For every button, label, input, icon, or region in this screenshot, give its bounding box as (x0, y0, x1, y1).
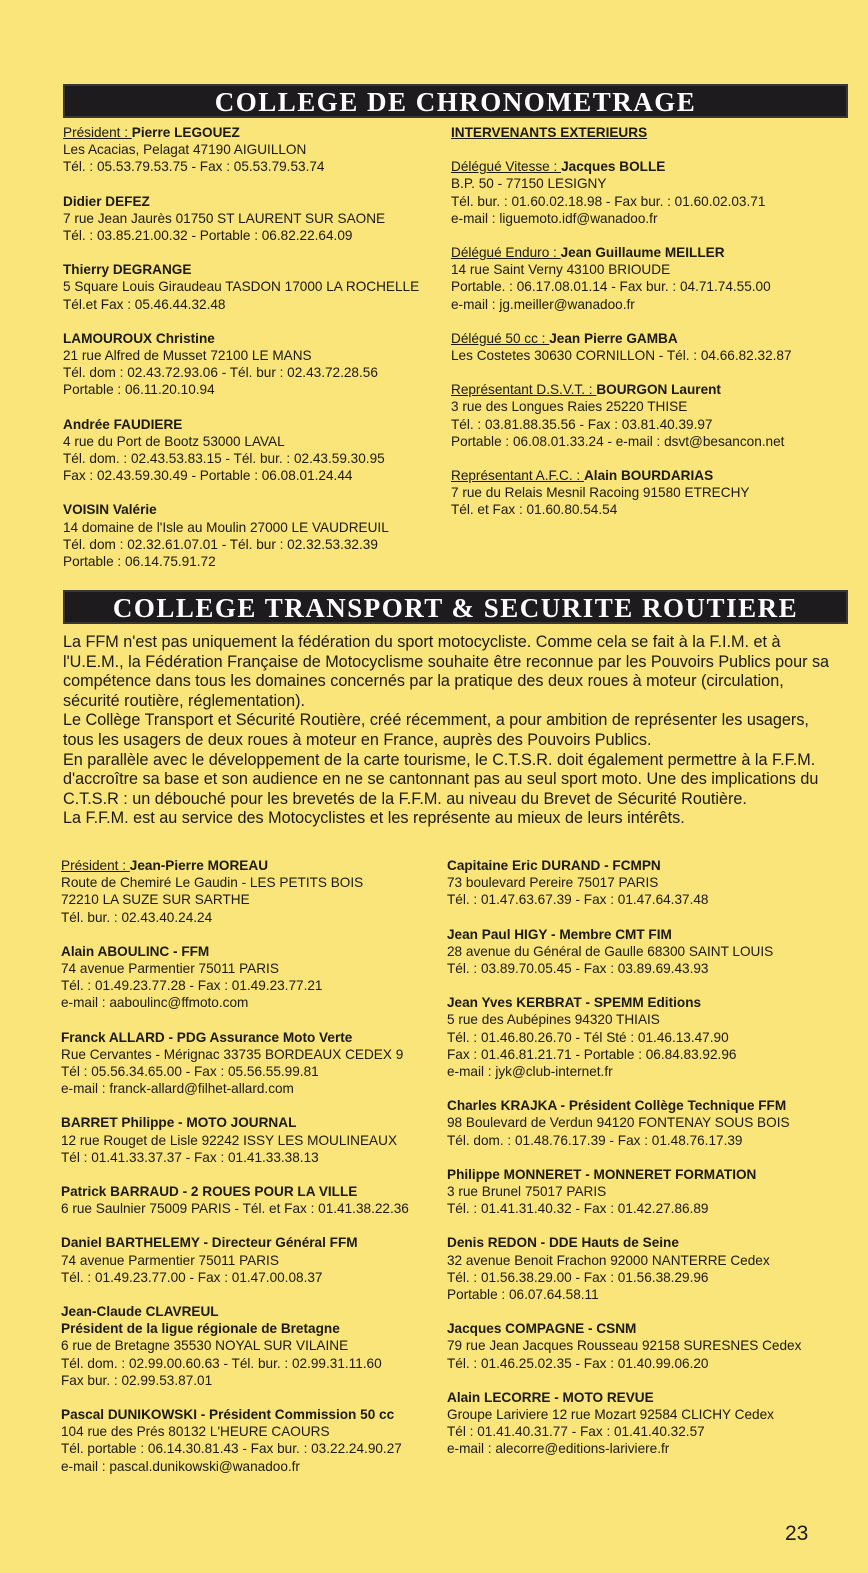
contact-detail-line: 28 avenue du Général de Gaulle 68300 SAINT LOUIS (447, 943, 774, 959)
contact-name: Alain BOURDARIAS (583, 468, 714, 484)
intro-line: C.T.S.R : un débouché pour les brevetés de la F.F.M. au niveau du Brevet de Sécurité Routière. (63, 789, 747, 808)
contact-detail-line: 79 rue Jean Jacques Rousseau 92158 SURESNES Cedex (447, 1338, 802, 1354)
section-banner-transport-securite: COLLEGE TRANSPORT & SECURITE ROUTIERE (63, 590, 848, 624)
contact-detail-line: Fax : 02.43.59.30.49 - Portable : 06.08.01.24.44 (63, 468, 353, 484)
contact-name: VOISIN Valérie (63, 502, 157, 518)
contact-role-label: Président : (63, 125, 132, 140)
contact-detail-line: Portable : 06.11.20.10.94 (63, 382, 215, 398)
contact-detail-line: Portable : 06.14.75.91.72 (63, 554, 216, 570)
intro-line: La FFM n'est pas uniquement la fédération du sport motocycliste. Comme cela se fait à la F.I.M. et à (63, 633, 781, 651)
intro-line: En parallèle avec le développement de la carte tourisme, le C.T.S.R. doit également permettre à la F.F.M. (63, 750, 816, 769)
contact-name: LAMOUROUX Christine (63, 330, 215, 346)
intro-line: tous les usagers de deux roues à moteur en France, auprès des Pouvoirs Publics. (63, 730, 652, 749)
contact-entry (61, 943, 446, 1012)
contact-entry (63, 124, 443, 176)
contact-detail-line: Fax : 01.46.81.21.71 - Portable : 06.84.83.92.96 (447, 1046, 737, 1062)
contact-name: Jean Pierre GAMBA (549, 330, 678, 346)
contact-detail-line: Tél. dom : 02.32.61.07.01 - Tél. bur : 02.32.53.32.39 (63, 536, 378, 552)
intro-line: d'accroître sa base et son audience en ne se cantonnant pas au seul sport moto. Une des implications du (63, 770, 819, 789)
contact-detail-line: e-mail : aaboulinc@ffmoto.com (61, 995, 249, 1011)
contact-detail-line: 74 avenue Parmentier 75011 PARIS (61, 1252, 279, 1268)
contact-entry (63, 416, 443, 485)
contact-name: Pascal DUNIKOWSKI - Président Commission 50 cc (61, 1407, 395, 1423)
contact-heading (63, 193, 443, 210)
contact-detail-line: Les Acacias, Pelagat 47190 AIGUILLON (63, 142, 307, 158)
contact-entry (61, 857, 446, 926)
contact-detail-line: 21 rue Alfred de Musset 72100 LE MANS (63, 348, 312, 364)
contact-detail-line: Tél. dom. : 02.99.00.60.63 - Tél. bur. : 02.99.31.11.60 (61, 1355, 382, 1371)
contact-detail-line: 3 rue Brunel 75017 PARIS (447, 1184, 607, 1200)
contact-detail-line: 7 rue Jean Jaurès 01750 ST LAURENT SUR SAONE (63, 210, 386, 226)
contact-detail-line: Tél. bur. : 02.43.40.24.24 (61, 909, 213, 925)
contact-detail-line: 3 rue des Longues Raies 25220 THISE (451, 399, 688, 415)
contact-entry (447, 994, 847, 1080)
contact-heading (447, 1097, 847, 1114)
contact-heading (63, 330, 443, 347)
contact-heading (61, 1029, 446, 1046)
contact-name: Patrick BARRAUD - 2 ROUES POUR LA VILLE (61, 1184, 358, 1200)
contact-detail-line: 14 domaine de l'Isle au Moulin 27000 LE VAUDREUIL (63, 519, 389, 535)
chronometrage-members-column (63, 124, 443, 587)
contact-detail-line: Tél. dom : 02.43.72.93.06 - Tél. bur : 02.43.72.28.56 (63, 365, 378, 381)
contact-heading (63, 501, 443, 518)
contact-entry (61, 1234, 446, 1286)
contact-role-label: Président : (61, 858, 130, 873)
contact-name: Thierry DEGRANGE (63, 262, 192, 278)
contact-detail-line: Fax bur. : 02.99.53.87.01 (61, 1372, 213, 1388)
contact-heading (61, 1303, 446, 1320)
contact-name: Didier DEFEZ (63, 193, 150, 209)
contact-heading (447, 1166, 847, 1183)
contact-detail-line: Tél. dom. : 02.43.53.83.15 - Tél. bur. : 02.43.59.30.95 (63, 451, 385, 467)
contact-detail-line: e-mail : liguemoto.idf@wanadoo.fr (451, 210, 658, 226)
contact-detail-line: Tél. : 01.49.23.77.28 - Fax : 01.49.23.77.21 (61, 978, 323, 994)
contact-name: Daniel BARTHELEMY - Directeur Général FFM (61, 1235, 358, 1251)
contact-entry (61, 1303, 446, 1389)
contact-heading (451, 381, 846, 398)
contact-name: Capitaine Eric DURAND - FCMPN (447, 858, 661, 873)
contact-detail-line: Les Costetes 30630 CORNILLON - Tél. : 04.66.82.32.87 (451, 348, 792, 364)
contact-detail-line: 73 boulevard Pereire 75017 PARIS (447, 875, 659, 891)
contact-detail-line: e-mail : jyk@club-internet.fr (447, 1064, 613, 1080)
contact-detail-line: 12 rue Rouget de Lisle 92242 ISSY LES MOULINEAUX (61, 1132, 398, 1148)
contact-name: Jean-Pierre MOREAU (129, 858, 269, 873)
contact-detail-line: Tél. : 03.81.88.35.56 - Fax : 03.81.40.39.97 (451, 416, 713, 432)
contact-detail-line: Tél. : 01.41.31.40.32 - Fax : 01.42.27.86.89 (447, 1201, 709, 1217)
contact-detail-line: e-mail : jg.meiller@wanadoo.fr (451, 296, 635, 312)
contact-entry (63, 330, 443, 399)
section-banner-chronometrage: COLLEGE DE CHRONOMETRAGE (63, 84, 848, 118)
contact-role-label: Représentant A.F.C. : (451, 468, 584, 484)
contact-name: Denis REDON - DDE Hauts de Seine (447, 1235, 679, 1251)
contact-detail-line: 6 rue de Bretagne 35530 NOYAL SUR VILAINE (61, 1338, 349, 1354)
contact-name: Jean Paul HIGY - Membre CMT FIM (447, 926, 672, 942)
contact-detail-line: Portable. : 06.17.08.01.14 - Fax bur. : 04.71.74.55.00 (451, 279, 771, 295)
contact-heading (61, 857, 446, 874)
contact-entry (447, 926, 847, 978)
contact-name: Pierre LEGOUEZ (131, 125, 240, 140)
contact-heading (451, 330, 846, 347)
contact-entry (61, 1114, 446, 1166)
contact-detail-line: Tél : 05.56.34.65.00 - Fax : 05.56.55.99.81 (61, 1064, 319, 1080)
contact-heading (447, 926, 847, 943)
contact-heading (447, 994, 847, 1011)
contact-detail-line: 98 Boulevard de Verdun 94120 FONTENAY SOUS BOIS (447, 1115, 790, 1131)
contact-detail-line: e-mail : alecorre@editions-lariviere.fr (447, 1441, 670, 1457)
contact-entry (61, 1183, 446, 1217)
contact-entry (63, 261, 443, 313)
contact-name: BARRET Philippe - MOTO JOURNAL (61, 1115, 297, 1131)
contact-name: Jean Guillaume MEILLER (560, 245, 725, 261)
contact-entry (61, 1406, 446, 1475)
contact-detail-line: Tél : 01.41.40.31.77 - Fax : 01.41.40.32.57 (447, 1424, 705, 1440)
contact-detail-line: Route de Chemiré Le Gaudin - LES PETITS BOIS (61, 875, 364, 891)
contact-name: BOURGON Laurent (596, 382, 721, 398)
contact-entry (447, 1166, 847, 1218)
contact-role-label: Représentant D.S.V.T. : (451, 382, 597, 398)
contact-detail-line: Tél. et Fax : 01.60.80.54.54 (451, 502, 618, 518)
contact-detail-line: 6 rue Saulnier 75009 PARIS - Tél. et Fax : 01.41.38.22.36 (61, 1201, 409, 1217)
transport-members-right-column (447, 857, 847, 1475)
contact-name: Charles KRAJKA - Président Collège Technique FFM (447, 1098, 787, 1114)
contact-detail-line: Tél. : 03.89.70.05.45 - Fax : 03.89.69.43.93 (447, 961, 709, 977)
contact-heading (447, 1234, 847, 1251)
contact-entry (451, 467, 846, 519)
contact-name: Jacques COMPAGNE - CSNM (447, 1321, 637, 1337)
contact-heading (451, 244, 846, 261)
contact-entry (447, 857, 847, 909)
transport-members-left-column (61, 857, 446, 1492)
contact-detail-line: Tél. : 05.53.79.53.75 - Fax : 05.53.79.53.74 (63, 159, 325, 175)
contact-heading (447, 857, 847, 874)
contact-detail-line: Tél.et Fax : 05.46.44.32.48 (63, 296, 226, 312)
contact-detail-line: 4 rue du Port de Bootz 53000 LAVAL (63, 433, 285, 449)
contact-detail-line: 74 avenue Parmentier 75011 PARIS (61, 961, 279, 977)
contact-entry (451, 244, 846, 313)
contact-name: Philippe MONNERET - MONNERET FORMATION (447, 1166, 757, 1182)
contact-detail-line: 104 rue des Prés 80132 L'HEURE CAOURS (61, 1424, 330, 1440)
external-contributors-heading: INTERVENANTS EXTERIEURS (451, 125, 648, 140)
contact-detail-line: Tél. : 01.56.38.29.00 - Fax : 01.56.38.29.96 (447, 1269, 709, 1285)
contact-name: Alain ABOULINC - FFM (61, 943, 210, 959)
contact-detail-line: B.P. 50 - 77150 LESIGNY (451, 176, 607, 192)
contact-detail-line: Tél. bur. : 01.60.02.18.98 - Fax bur. : 01.60.02.03.71 (451, 193, 766, 209)
contact-entry (63, 193, 443, 245)
contact-heading (451, 467, 846, 484)
contact-detail-line: e-mail : pascal.dunikowski@wanadoo.fr (61, 1458, 300, 1474)
contact-heading (61, 1234, 446, 1251)
contact-detail-line: Portable : 06.07.64.58.11 (447, 1287, 599, 1303)
contact-heading (447, 1389, 847, 1406)
contact-role-label: Délégué Enduro : (451, 245, 561, 261)
contact-detail-line: 5 Square Louis Giraudeau TASDON 17000 LA ROCHELLE (63, 279, 420, 295)
intro-line: compétence dans tous les domaines concernés par la pratique des deux roues à moteur (circulation, (63, 672, 784, 691)
contact-heading (61, 1183, 446, 1200)
contact-detail-line: Tél. : 01.46.80.26.70 - Tél Sté : 01.46.13.47.90 (447, 1029, 729, 1045)
contact-name: Andrée FAUDIERE (63, 416, 183, 432)
contact-title: Président de la ligue régionale de Bretagne (61, 1321, 340, 1337)
contact-detail-line: 5 rue des Aubépines 94320 THIAIS (447, 1012, 660, 1028)
contact-entry (447, 1234, 847, 1303)
intro-line: La F.F.M. est au service des Motocyclistes et les représente au mieux de leurs intérêts. (63, 809, 685, 828)
contact-detail-line: 72210 LA SUZE SUR SARTHE (61, 892, 250, 908)
contact-entry (451, 158, 846, 227)
contact-heading (61, 1406, 446, 1423)
contact-heading (61, 1114, 446, 1131)
contact-detail-line: Tél : 01.41.33.37.37 - Fax : 01.41.33.38.13 (61, 1149, 319, 1165)
contact-detail-line: Groupe Lariviere 12 rue Mozart 92584 CLICHY Cedex (447, 1407, 774, 1423)
intro-line: l'U.E.M., la Fédération Française de Motocyclisme souhaite être reconnue par les Pouvoirs Publics pour sa (63, 652, 830, 671)
contact-heading (63, 124, 443, 141)
contact-detail-line: Tél. dom. : 01.48.76.17.39 - Fax : 01.48.76.17.39 (447, 1132, 743, 1148)
contact-name: Jacques BOLLE (561, 159, 666, 175)
contact-role-label: Délégué Vitesse : (451, 159, 562, 175)
contact-entry (451, 330, 846, 364)
transport-intro-paragraph (63, 633, 853, 829)
contact-entry (61, 1029, 446, 1098)
contact-detail-line: e-mail : franck-allard@filhet-allard.com (61, 1081, 294, 1097)
contact-heading (63, 261, 443, 278)
contact-heading (61, 943, 446, 960)
contact-entry (451, 381, 846, 450)
contact-heading (447, 1320, 847, 1337)
contact-name: Franck ALLARD - PDG Assurance Moto Verte (61, 1029, 353, 1045)
contact-name: Jean-Claude CLAVREUL (61, 1304, 219, 1320)
contact-detail-line: Tél. portable : 06.14.30.81.43 - Fax bur. : 03.22.24.90.27 (61, 1441, 402, 1457)
intro-line: Le Collège Transport et Sécurité Routière, créé récemment, a pour ambition de représenter les usagers, (63, 711, 809, 730)
contact-detail-line: Tél. : 01.49.23.77.00 - Fax : 01.47.00.08.37 (61, 1269, 323, 1285)
contact-entry (447, 1320, 847, 1372)
contact-detail-line: Portable : 06.08.01.33.24 - e-mail : dsvt@besancon.net (451, 433, 785, 449)
contact-heading (63, 416, 443, 433)
contact-entry (447, 1389, 847, 1458)
contact-role-label: Délégué 50 cc : (451, 330, 550, 346)
contact-detail-line: Tél. : 01.46.25.02.35 - Fax : 01.40.99.06.20 (447, 1355, 709, 1371)
contact-detail-line: 7 rue du Relais Mesnil Racoing 91580 ETRECHY (451, 485, 750, 501)
contact-entry (447, 1097, 847, 1149)
contact-name: Jean Yves KERBRAT - SPEMM Editions (447, 995, 702, 1011)
contact-entry (63, 501, 443, 570)
intro-line: sécurité routière, réglementation). (63, 691, 306, 710)
contact-detail-line: Tél. : 03.85.21.00.32 - Portable : 06.82.22.64.09 (63, 228, 353, 244)
contact-name: Alain LECORRE - MOTO REVUE (447, 1389, 654, 1405)
contact-detail-line: 14 rue Saint Verny 43100 BRIOUDE (451, 262, 671, 278)
external-contributors-column (451, 124, 846, 536)
contact-detail-line: Tél. : 01.47.63.67.39 - Fax : 01.47.64.37.48 (447, 892, 709, 908)
contact-detail-line: Rue Cervantes - Mérignac 33735 BORDEAUX CEDEX 9 (61, 1046, 404, 1062)
contact-heading (451, 158, 846, 175)
page-number: 23 (785, 1522, 809, 1545)
contact-detail-line: 32 avenue Benoit Frachon 92000 NANTERRE Cedex (447, 1252, 770, 1268)
